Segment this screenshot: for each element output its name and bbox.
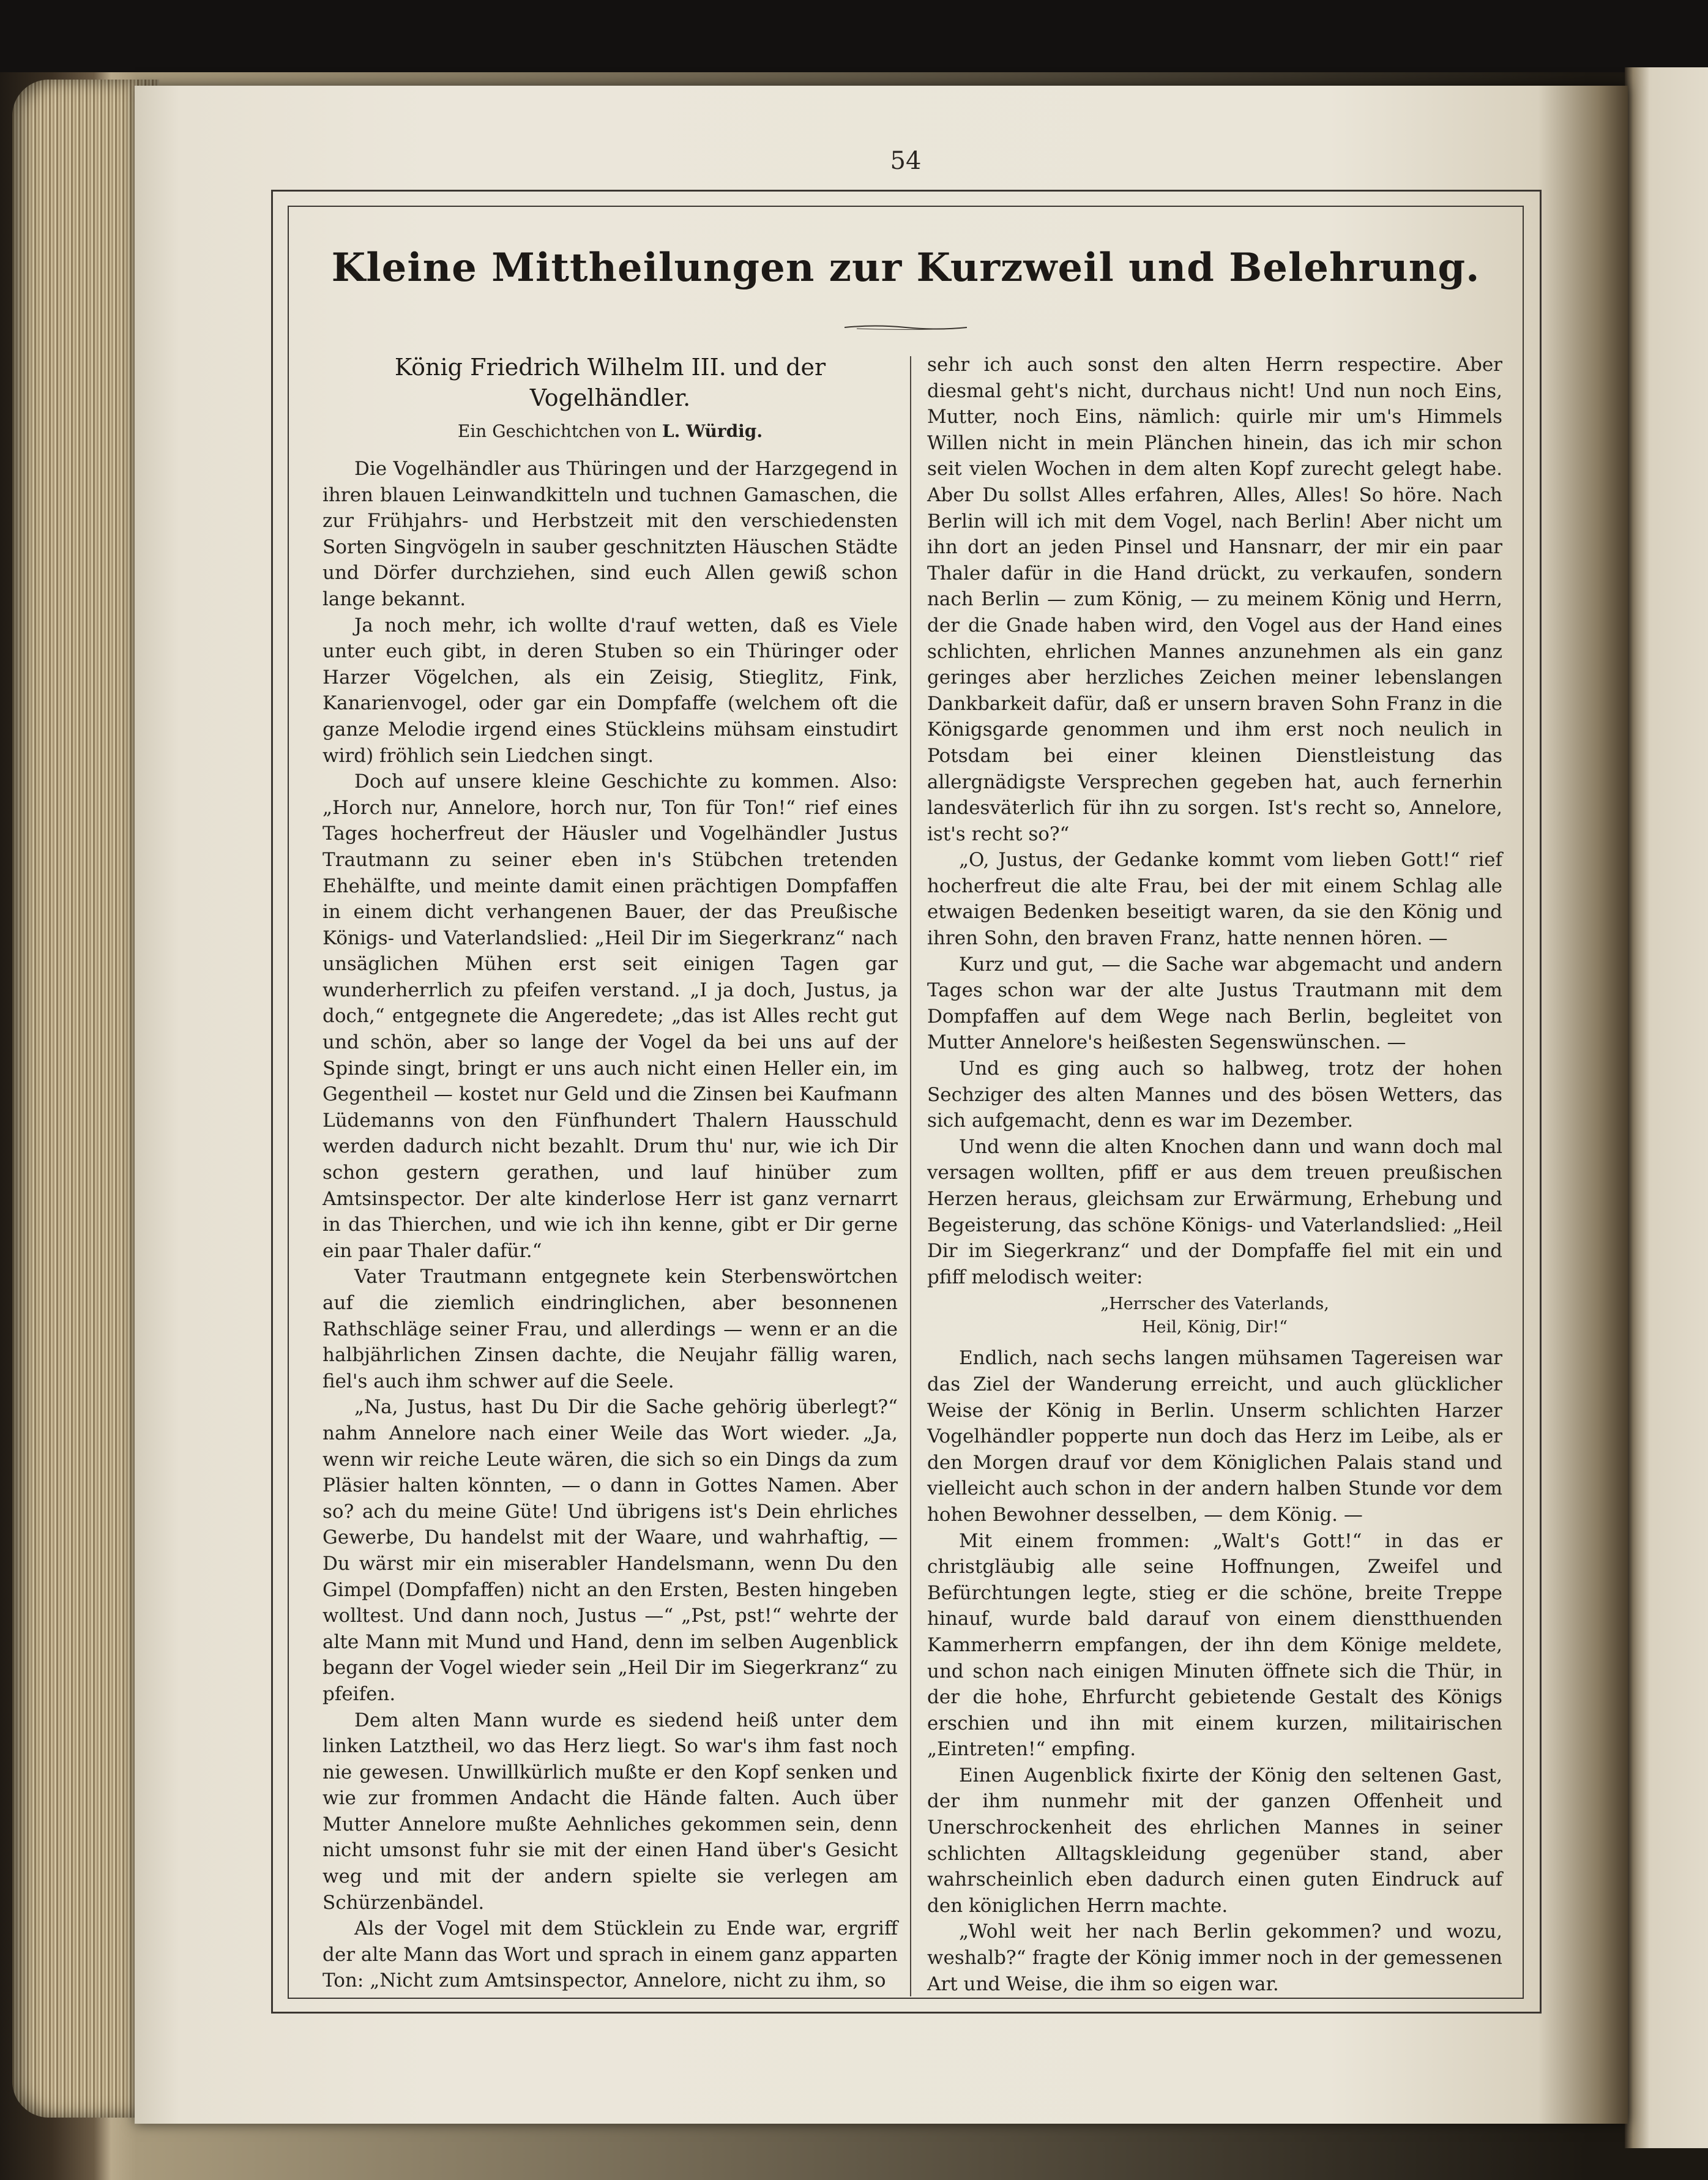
paragraph: Die Vogelhändler aus Thüringen und der Harzgegend in ihren blauen Leinwandkitteln und tuchnen Gamaschen, die zur Frühjahrs- und Herbstzeit mit den verschiedensten Sorten Singvögeln in sauber geschnitzten Häuschen Städte und Dörfer durchziehen, sind euch Allen gewiß schon lange bekannt. xyxy=(323,458,898,610)
page-number: 54 xyxy=(890,147,922,175)
paragraph: Vater Trautmann entgegnete kein Sterbenswörtchen auf die ziemlich eindringlichen, aber besonnenen Rathschläge seiner Frau, und allerdings — wenn er an die halbjährlichen Zinsen dachte, die Neujahr fällig waren, fiel's auch ihm schwer auf die Seele. xyxy=(323,1266,898,1392)
column-right xyxy=(927,352,1502,1997)
paragraph: Dem alten Mann wurde es siedend heiß unter dem linken Latztheil, wo das Herz liegt. So war's ihm fast noch nie gewesen. Unwillkürlich mußte er den Kopf senken und wie zur frommen Andacht die Hände falten. Auch über Mutter Annelore mußte Aehnliches gekommen sein, denn nicht umsonst fuhr sie mit der einen Hand über's Gesicht weg und mit der andern spielte sie verlegen am Schürzenbändel. xyxy=(323,1709,898,1914)
verse-line: Heil, König, Dir!“ xyxy=(1142,1318,1288,1337)
verse xyxy=(927,1293,1502,1339)
paragraph: „Wohl weit her nach Berlin gekommen? und wozu, weshalb?“ fragte der König immer noch in der gemessenen Art und Weise, die ihm so eigen war. xyxy=(927,1921,1502,1995)
facing-page xyxy=(1625,67,1708,2148)
paragraph: Ja noch mehr, ich wollte d'rauf wetten, daß es Viele unter euch gibt, in deren Stuben so ein Thüringer oder Harzer Vögelchen, als ein Zeisig, Stieglitz, Fink, Kanarienvogel, oder gar ein Dompfaffe (welchem oft die ganze Melodie irgend eines Stückleins mühsam einstudirt wird) fröhlich sein Liedchen singt. xyxy=(323,614,898,767)
paragraph: Kurz und gut, — die Sache war abgemacht und andern Tages schon war der alte Justus Trautmann mit dem Dompfaffen auf dem Wege nach Berlin, begleitet von Mutter Annelore's heißesten Segenswünschen. — xyxy=(927,953,1502,1054)
paragraph: „O, Justus, der Gedanke kommt vom lieben Gott!“ rief hocherfreut die alte Frau, bei der mit einem Schlag alle etwaigen Bedenken beseitigt waren, da sie den König und ihren Sohn, den braven Franz, hatte nennen hören. — xyxy=(927,849,1502,950)
title-divider xyxy=(845,323,967,332)
byline-author: L. Würdig. xyxy=(662,421,763,441)
paragraph: „Na, Justus, hast Du Dir die Sache gehörig überlegt?“ nahm Annelore nach einer Weile das Wort wieder. „Ja, wenn wir reiche Leute wären, die sich so ein Dings da zum Pläsier halten könnten, — o dann in Gottes Namen. Aber so? ach du meine Güte! Und übrigens ist's Dein ehrliches Gewerbe, Du handelst mit der Waare, und wahrhaftig, — Du wärst mir ein miserabler Handelsmann, wenn Du den Gimpel (Dompfaffen) nicht an den Ersten, Besten hingeben wolltest. Und dann noch, Justus —“ „Pst, pst!“ wehrte der alte Mann mit Mund und Hand, denn im selben Augenblick begann der Vogel wieder sein „Heil Dir im Siegerkranz“ zu pfeifen. xyxy=(323,1396,898,1705)
byline-prefix: Ein Geschichtchen von xyxy=(457,421,657,441)
paragraph: Mit einem frommen: „Walt's Gott!“ in das er christgläubig alle seine Hoffnungen, Zweifel und Befürchtungen legte, stieg er die schöne, breite Treppe hinauf, wurde bald darauf von einem dienstthuenden Kammerherrn empfangen, der ihn dem Könige meldete, und schon nach einigen Minuten öffnete sich die Thür, in der die hohe, Ehrfurcht gebietende Gestalt des Königs erschien und ihn mit einem kurzen, militairischen „Eintreten!“ empfing. xyxy=(927,1529,1502,1761)
paragraph: Doch auf unsere kleine Geschichte zu kommen. Also: „Horch nur, Annelore, horch nur, Ton für Ton!“ rief eines Tages hocherfreut der Häusler und Vogelhändler Justus Trautmann zu seiner eben in's Stübchen tretenden Ehehälfte, und meinte damit einen prächtigen Dompfaffen in einem dicht verhangenen Bauer, der das Preußische Königs- und Vaterlandslied: „Heil Dir im Siegerkranz“ nach unsäglichen Mühen erst seit einigen Tagen gar wunderherrlich zu pfeifen verstand. „I ja doch, Justus, ja doch,“ entgegnete die Angeredete; „das ist Alles recht gut und schön, aber so lange der Vogel da bei uns auf der Spinde singt, bringt er uns auch nicht einen Heller ein, im Gegentheil — kostet nur Geld und die Zinsen bei Kaufmann Lüdemanns von den Fünfhundert Thalern Hausschuld werden dadurch nicht bezahlt. Drum thu' nur, wie ich Dir schon gestern gerathen, und lauf hinüber zum Amtsinspector. Der alte kinderlose Herr ist ganz vernarrt in das Thierchen, und wie ich ihn kenne, gibt er Dir gerne ein paar Thaler dafür.“ xyxy=(323,771,898,1262)
column-left xyxy=(323,352,898,1994)
paragraph: Endlich, nach sechs langen mühsamen Tagereisen war das Ziel der Wanderung erreicht, und auch glücklicher Weise der König in Berlin. Unserm schlichten Harzer Vogelhändler popperte nun doch das Herz im Leibe, als er den Morgen drauf vor dem Königlichen Palais stand und vielleicht auch schon in der andern halben Stunde vor dem hohen Bewohner desselben, — dem König. — xyxy=(927,1347,1502,1526)
article-title: Kleine Mittheilungen zur Kurzweil und Belehrung. xyxy=(331,245,1480,291)
paragraph: Und es ging auch so halbweg, trotz der hohen Sechziger des alten Mannes und des bösen Wetters, das sich aufgemacht, denn es war im Dezember. xyxy=(927,1058,1502,1132)
story-title: König Friedrich Wilhelm III. und der Vogelhändler. xyxy=(394,354,826,411)
verse-line: „Herrscher des Vaterlands, xyxy=(1100,1294,1329,1314)
column-rule xyxy=(910,356,911,1996)
story-byline xyxy=(323,419,898,444)
paragraph: Als der Vogel mit dem Stücklein zu Ende war, ergriff der alte Mann das Wort und sprach in einem ganz apparten Ton: „Nicht zum Amtsinspector, Annelore, nicht zu ihm, so xyxy=(323,1917,898,1992)
paragraph: sehr ich auch sonst den alten Herrn respectire. Aber diesmal geht's nicht, durchaus nicht! Und nun noch Eins, Mutter, noch Eins, nämlich: quirle mir um's Himmels Willen nicht in mein Plänchen hinein, das ich mir schon seit vielen Wochen in dem alten Kopf zurecht gelegt habe. Aber Du sollst Alles erfahren, Alles, Alles! So höre. Nach Berlin will ich mit dem Vogel, nach Berlin! Aber nicht um ihn dort an jeden Pinsel und Hansnarr, der mir ein paar Thaler dafür in die Hand drückt, zu verkaufen, sondern nach Berlin — zum König, — zu meinem König und Herrn, der die Gnade haben wird, den Vogel aus der Hand eines schlichten, ehrlichen Mannes anzunehmen als ein ganz geringes aber herzliches Zeichen meiner lebenslangen Dankbarkeit dafür, daß er unsern braven Sohn Franz in die Königsgarde genommen und ihm erst noch neulich in Potsdam bei einer kleinen Dienstleistung das allergnädigste Versprechen gegeben hat, auch fernerhin landesväterlich für ihn zu sorgen. Ist's recht so, Annelore, ist's recht so?“ xyxy=(927,354,1502,845)
paragraph: Und wenn die alten Knochen dann und wann doch mal versagen wollten, pfiff er aus dem treuen preußischen Herzen heraus, gleichsam zur Erwärmung, Erhebung und Begeisterung, das schöne Königs- und Vaterlandslied: „Heil Dir im Siegerkranz“ und der Dompfaffe fiel mit ein und pfiff melodisch weiter: xyxy=(927,1135,1502,1288)
paragraph: Einen Augenblick fixirte der König den seltenen Gast, der ihm nunmehr mit der ganzen Offenheit und Unerschrockenheit des ehrlichen Mannes in seiner schlichten Alltagskleidung gegenüber stand, aber wahrscheinlich eben dadurch einen guten Eindruck auf den königlichen Herrn machte. xyxy=(927,1764,1502,1917)
